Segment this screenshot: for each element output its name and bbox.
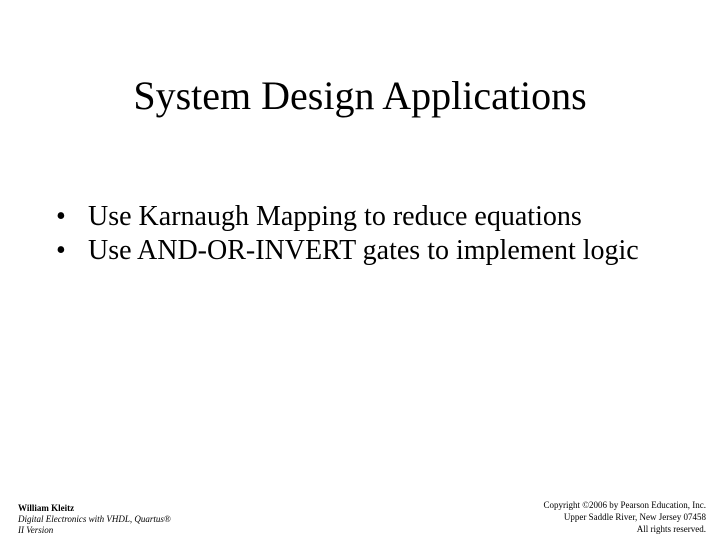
- footer-book-info: [18, 503, 171, 536]
- bullet-item: [56, 234, 696, 268]
- footer-copyright: [466, 499, 706, 535]
- footer-book-title: Digital Electronics with VHDL, Quartus®: [18, 514, 171, 524]
- footer-book-edition: II Version: [18, 525, 54, 535]
- bullet-item: [56, 200, 696, 234]
- bullet-text: Use Karnaugh Mapping to reduce equations: [88, 201, 582, 232]
- bullet-icon: •: [56, 201, 66, 232]
- slide-title: System Design Applications: [133, 73, 587, 118]
- bullet-list: [56, 200, 696, 268]
- footer-author: William Kleitz: [18, 503, 75, 513]
- bullet-text: Use AND-OR-INVERT gates to implement logic: [88, 235, 639, 266]
- bullet-icon: •: [56, 235, 66, 266]
- copyright-line: Copyright ©2006 by Pearson Education, Inc.: [543, 500, 706, 510]
- copyright-rights: All rights reserved.: [636, 524, 706, 534]
- copyright-address: Upper Saddle River, New Jersey 07458: [563, 512, 706, 522]
